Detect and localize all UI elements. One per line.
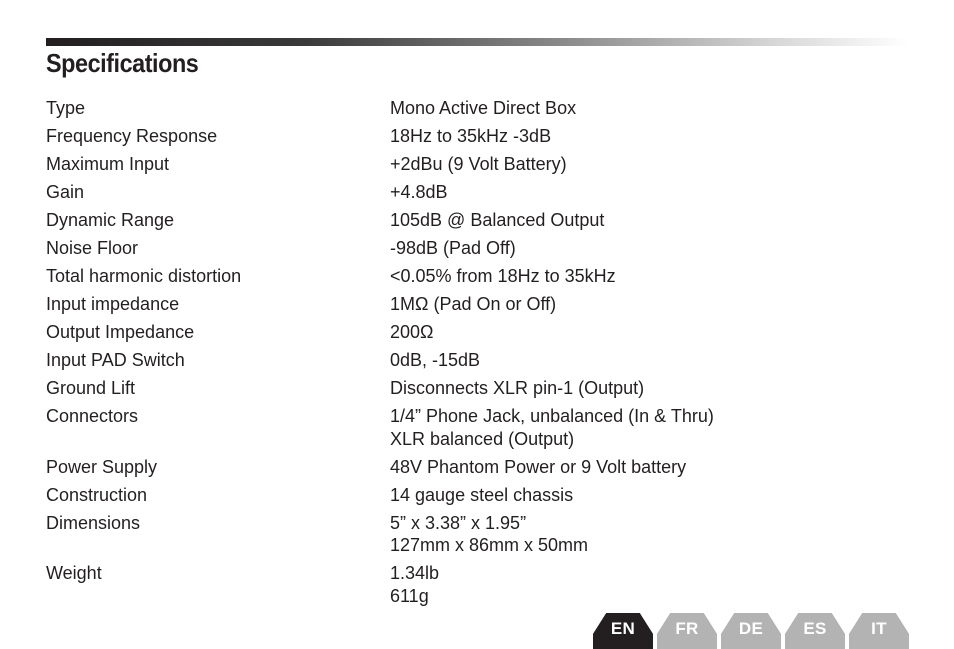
spec-row [46,456,866,479]
spec-value [390,209,866,232]
spec-value-line: Mono Active Direct Box [390,98,577,118]
spec-row [46,181,866,204]
tab-label: ES [803,619,827,638]
spec-value [390,321,866,344]
spec-value [390,484,866,507]
tab-fr[interactable] [657,613,717,649]
spec-row [46,377,866,400]
spec-row [46,405,866,450]
spec-value [390,405,866,450]
spec-row [46,265,866,288]
spec-value [390,349,866,372]
spec-value-line: 48V Phantom Power or 9 Volt battery [390,456,687,477]
spec-row [46,153,866,176]
spec-label: Connectors [46,406,139,426]
spec-value-line: 18Hz to 35kHz -3dB [390,126,552,146]
tab-it[interactable] [849,613,909,649]
spec-value-line: Disconnects XLR pin-1 (Output) [390,378,645,398]
spec-value-line: XLR balanced (Output) [390,428,575,449]
spec-value [390,293,866,316]
spec-label: Noise Floor [46,238,139,258]
spec-value-line: 200Ω [390,322,434,342]
spec-value [390,377,866,400]
spec-value [390,125,866,148]
spec-row [46,125,866,148]
spec-label: Dynamic Range [46,210,175,230]
spec-label: Frequency Response [46,126,218,146]
spec-value-line: 14 gauge steel chassis [390,484,574,505]
tab-label: IT [871,619,887,638]
spec-label: Type [46,98,86,118]
spec-label: Input impedance [46,294,180,314]
header-gradient-rule [46,38,908,46]
spec-row [46,293,866,316]
spec-value-line: +4.8dB [390,182,448,202]
spec-value [390,562,866,607]
spec-value-line: 1/4” Phone Jack, unbalanced (In & Thru) [390,406,714,426]
tab-label: FR [675,619,699,638]
spec-label: Gain [46,182,85,202]
spec-value-line: 1.34lb [390,563,440,583]
spec-value [390,181,866,204]
tab-label: EN [610,619,636,638]
spec-row [46,349,866,372]
spec-value [390,512,866,557]
tab-label: DE [738,619,764,638]
spec-row [46,209,866,232]
specifications-table [46,97,866,613]
tab-es[interactable] [785,613,845,649]
spec-value [390,153,866,176]
tab-en[interactable] [593,613,653,649]
spec-value-line: 5” x 3.38” x 1.95” [390,512,527,533]
spec-value [390,237,866,260]
spec-label: Output Impedance [46,322,195,342]
spec-value [390,456,866,479]
spec-label: Weight [46,563,102,583]
spec-value-line: 105dB @ Balanced Output [390,210,605,230]
spec-value-line: 611g [390,585,429,606]
spec-value-line: +2dBu (9 Volt Battery) [390,154,567,174]
spec-row [46,321,866,344]
spec-value-line: 0dB, -15dB [390,350,481,370]
spec-row [46,512,866,557]
spec-label: Dimensions [46,512,141,533]
spec-label: Input PAD Switch [46,350,185,370]
spec-row [46,562,866,607]
tab-de[interactable] [721,613,781,649]
spec-row [46,484,866,507]
spec-row [46,237,866,260]
spec-label: Total harmonic distortion [46,266,242,286]
spec-label: Maximum Input [46,154,170,174]
spec-value-line: <0.05% from 18Hz to 35kHz [390,266,616,286]
spec-value [390,97,866,120]
spec-value [390,265,866,288]
spec-label: Ground Lift [46,378,136,398]
language-tabs [593,613,913,649]
page-title: Specifications [46,48,199,78]
spec-label: Construction [46,484,148,505]
spec-value-line: -98dB (Pad Off) [390,238,516,258]
spec-row [46,97,866,120]
spec-value-line: 127mm x 86mm x 50mm [390,535,589,555]
spec-value-line: 1MΩ (Pad On or Off) [390,294,557,314]
spec-label: Power Supply [46,456,158,477]
